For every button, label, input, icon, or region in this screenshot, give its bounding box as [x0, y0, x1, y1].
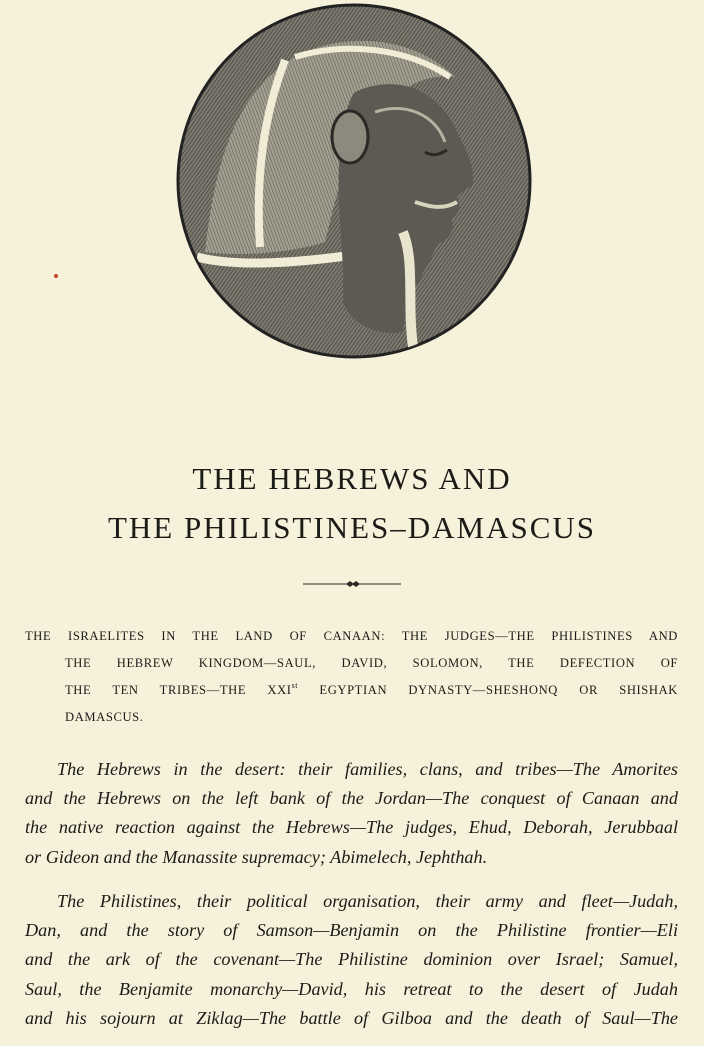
- summary-line: Saul, the Benjamite monarchy—David, his retreat to the desert of Judah: [25, 978, 678, 999]
- summary-paragraph-1: [25, 755, 678, 872]
- superscript: st: [291, 681, 299, 690]
- ornamental-divider: [303, 578, 401, 590]
- summary-line: and the ark of the covenant—The Philistine dominion over Israel; Samuel,: [25, 949, 678, 970]
- summary-line: or Gideon and the Manassite supremacy; Abimelech, Jephthah.: [25, 846, 488, 867]
- chapter-title-line-1: THE HEBREWS AND: [192, 461, 512, 496]
- medallion-portrait-image: [175, 2, 533, 360]
- summary-line: and the Hebrews on the left bank of the Jordan—The conquest of Canaan and: [25, 788, 678, 809]
- contents-line: THE HEBREW KINGDOM—SAUL, DAVID, SOLOMON, THE DEFECTION OF: [65, 656, 678, 670]
- contents-line: THE ISRAELITES IN THE LAND OF CANAAN: THE JUDGES—THE PHILISTINES AND: [25, 629, 678, 643]
- red-speck: [54, 274, 58, 278]
- contents-line: THE TEN TRIBES—THE XXIst EGYPTIAN DYNASTY—SHESHONQ OR SHISHAK: [65, 681, 678, 697]
- contents-line: DAMASCUS.: [65, 710, 144, 724]
- summary-paragraph-2: [25, 887, 678, 1033]
- summary-line: the native reaction against the Hebrews—The judges, Ehud, Deborah, Jerubbaal: [25, 817, 678, 838]
- chapter-contents: [25, 623, 680, 731]
- summary-line: and his sojourn at Ziklag—The battle of Gilboa and the death of Saul—The: [25, 1007, 678, 1028]
- summary-line: The Philistines, their political organisation, their army and fleet—Judah,: [57, 891, 678, 911]
- summary-line: The Hebrews in the desert: their families, clans, and tribes—The Amorites: [57, 759, 678, 779]
- chapter-title-line-2: THE PHILISTINES–DAMASCUS: [107, 510, 597, 545]
- summary-line: Dan, and the story of Samson—Benjamin on the Philistine frontier—Eli: [25, 920, 678, 941]
